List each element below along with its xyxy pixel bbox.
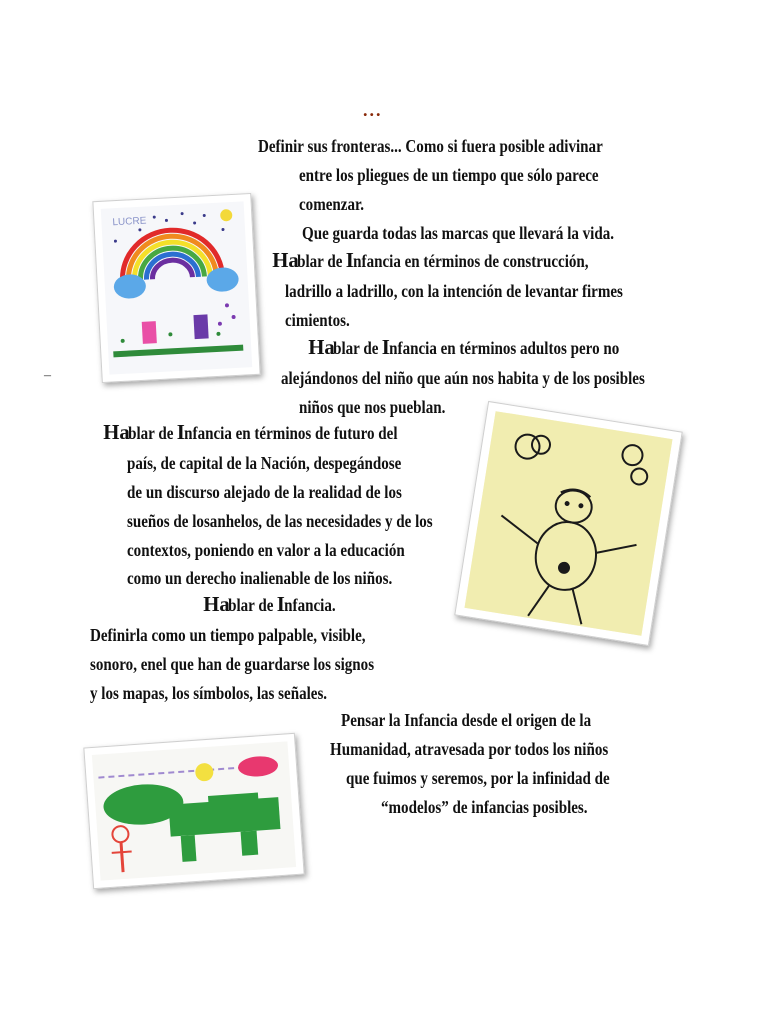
hablar-line: Hablar de Infancia en términos adultos pero no [308,335,620,359]
text-line: Humanidad, atravesada por todos los niños [330,739,609,759]
rainbow-drawing-photo [92,193,260,383]
text-line: contextos, poniendo en valor a la educación [127,540,405,560]
drop-letter: I [276,592,285,616]
text-line: sonoro, enel que han de guardarse los signos [90,654,375,674]
text-line: niños que nos pueblan. [299,397,446,417]
text-line: comenzar. [299,194,365,214]
text-line: alejándonos del niño que aún nos habita y de los posibles [281,368,645,388]
text-line: ladrillo a ladrillo, con la intención de levantar firmes [285,281,623,301]
text-line: Pensar la Infancia desde el origen de la [341,710,592,730]
text-line: como un derecho inalienable de los niños. [127,568,393,588]
text-line: Definirla como un tiempo palpable, visible, [90,625,366,645]
text-line: Definir sus fronteras... Como si fuera posible adivinar [258,136,603,156]
hablar-line: Hablar de Infancia en términos de futuro del [103,420,398,444]
drop-letter: Ha [308,335,335,359]
text-line: país, de capital de la Nación, despegándose [127,453,402,473]
drop-letter: I [176,420,185,444]
text-line: Que guarda todas las marcas que llevará la vida. [302,223,615,243]
text-line: de un discurso alejado de la realidad de los [127,482,402,502]
green-animal-drawing-photo [83,733,304,889]
drop-letter: Ha [272,248,299,272]
text-line: “modelos” de infancias posibles. [381,797,588,817]
drop-letter: I [345,248,354,272]
margin-mark: – [44,368,51,383]
text-line: entre los pliegues de un tiempo que sólo parece [299,165,599,185]
figure-drawing-photo [454,401,683,646]
drop-letter: I [381,335,390,359]
ornament-dots: ... [363,100,383,120]
hablar-line: Hablar de Infancia en términos de construcción, [272,248,589,272]
text-line: y los mapas, los símbolos, las señales. [90,683,328,703]
drawing-scribble-text: LUCRE [112,215,147,229]
drop-letter: Ha [203,592,230,616]
text-line: sueños de losanhelos, de las necesidades y de los [127,511,433,531]
text-line: que fuimos y seremos, por la infinidad de [346,768,610,788]
drop-letter: Ha [103,420,130,444]
hablar-line: Hablar de Infancia. [203,592,336,616]
text-line: cimientos. [285,310,350,330]
